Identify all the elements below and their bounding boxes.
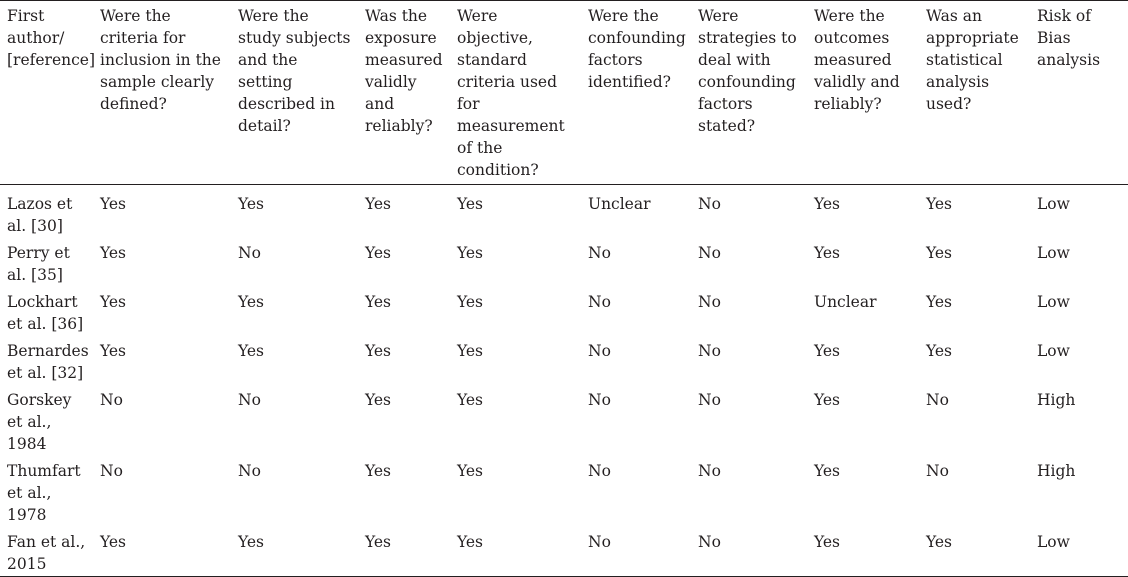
cell-value: Yes — [100, 293, 127, 311]
cell-value: Unclear — [814, 293, 877, 311]
cell-value: Yes — [926, 195, 953, 213]
cell-value: Yes — [814, 342, 841, 360]
cell-value: Yes — [100, 195, 127, 213]
cell-value: No — [698, 244, 721, 262]
cell-value: No — [698, 342, 721, 360]
cell-value: Yes — [365, 293, 392, 311]
header-inclusion-criteria: Were the criteria for inclusion in the sample clearly defined? — [100, 7, 221, 113]
cell-value: Yes — [365, 244, 392, 262]
cell-value: No — [926, 391, 949, 409]
cell-value: Yes — [238, 293, 265, 311]
header-first-author: First author/ [reference] — [7, 7, 96, 69]
cell-risk: Low — [1037, 533, 1070, 551]
cell-author: Thumfart et al., 1978 — [7, 462, 81, 524]
cell-author: Lazos et al. [30] — [7, 195, 73, 235]
cell-value: Yes — [100, 244, 127, 262]
cell-value: Yes — [926, 342, 953, 360]
cell-risk: Low — [1037, 244, 1070, 262]
cell-value: No — [588, 391, 611, 409]
cell-value: Yes — [926, 533, 953, 551]
cell-value: No — [588, 293, 611, 311]
header-outcomes-measured: Were the outcomes measured validly and reliably? — [814, 7, 900, 113]
cell-value: Yes — [457, 342, 484, 360]
cell-value: No — [588, 533, 611, 551]
cell-value: Yes — [365, 195, 392, 213]
cell-risk: Low — [1037, 195, 1070, 213]
table-row — [0, 287, 1128, 336]
cell-value: Yes — [457, 391, 484, 409]
cell-author: Gorskey et al., 1984 — [7, 391, 72, 453]
cell-risk: Low — [1037, 342, 1070, 360]
cell-value: No — [588, 462, 611, 480]
header-objective-criteria: Were objective, standard criteria used for measurement of the condition? — [457, 7, 565, 179]
cell-value: No — [698, 533, 721, 551]
cell-value: Yes — [238, 195, 265, 213]
cell-value: Yes — [457, 195, 484, 213]
cell-value: No — [698, 462, 721, 480]
cell-risk: Low — [1037, 293, 1070, 311]
cell-value: No — [926, 462, 949, 480]
cell-value: Yes — [238, 533, 265, 551]
cell-value: Yes — [457, 462, 484, 480]
cell-value: Yes — [457, 244, 484, 262]
table-row — [0, 185, 1128, 239]
header-statistical-analysis: Was an appropriate statistical analysis used? — [926, 7, 1019, 113]
cell-value: No — [588, 342, 611, 360]
table-row — [0, 456, 1128, 527]
cell-value: No — [238, 391, 261, 409]
cell-value: Yes — [100, 342, 127, 360]
cell-value: Yes — [814, 462, 841, 480]
cell-value: No — [588, 244, 611, 262]
cell-value: Yes — [814, 533, 841, 551]
table-row — [0, 385, 1128, 456]
header-subjects-setting: Were the study subjects and the setting described in detail? — [238, 7, 351, 135]
header-confounding-identified: Were the confounding factors identified? — [588, 7, 686, 91]
cell-risk: High — [1037, 391, 1076, 409]
cell-value: Yes — [100, 533, 127, 551]
cell-value: No — [100, 391, 123, 409]
cell-value: No — [238, 244, 261, 262]
cell-value: Yes — [814, 391, 841, 409]
table-row — [0, 527, 1128, 577]
table-row — [0, 336, 1128, 385]
cell-value: Yes — [457, 533, 484, 551]
cell-value: No — [698, 195, 721, 213]
cell-value: Yes — [457, 293, 484, 311]
cell-risk: High — [1037, 462, 1076, 480]
cell-value: Yes — [365, 391, 392, 409]
cell-author: Lockhart et al. [36] — [7, 293, 84, 333]
header-row — [0, 1, 1128, 185]
header-risk-of-bias: Risk of Bias analysis — [1037, 7, 1101, 69]
cell-value: No — [238, 462, 261, 480]
cell-author: Fan et al., 2015 — [7, 533, 86, 573]
header-exposure-measured: Was the exposure measured validly and reliably? — [365, 7, 443, 135]
cell-value: Yes — [365, 462, 392, 480]
cell-value: Yes — [926, 293, 953, 311]
cell-value: No — [698, 391, 721, 409]
table-row — [0, 238, 1128, 287]
cell-value: Yes — [926, 244, 953, 262]
cell-value: Yes — [814, 244, 841, 262]
cell-value: No — [100, 462, 123, 480]
cell-value: No — [698, 293, 721, 311]
cell-value: Yes — [238, 342, 265, 360]
cell-value: Yes — [365, 342, 392, 360]
cell-author: Bernardes et al. [32] — [7, 342, 89, 382]
cell-value: Yes — [365, 533, 392, 551]
header-confounding-strategies: Were strategies to deal with confounding factors stated? — [698, 7, 797, 135]
cell-value: Yes — [814, 195, 841, 213]
cell-author: Perry et al. [35] — [7, 244, 70, 284]
cell-value: Unclear — [588, 195, 651, 213]
